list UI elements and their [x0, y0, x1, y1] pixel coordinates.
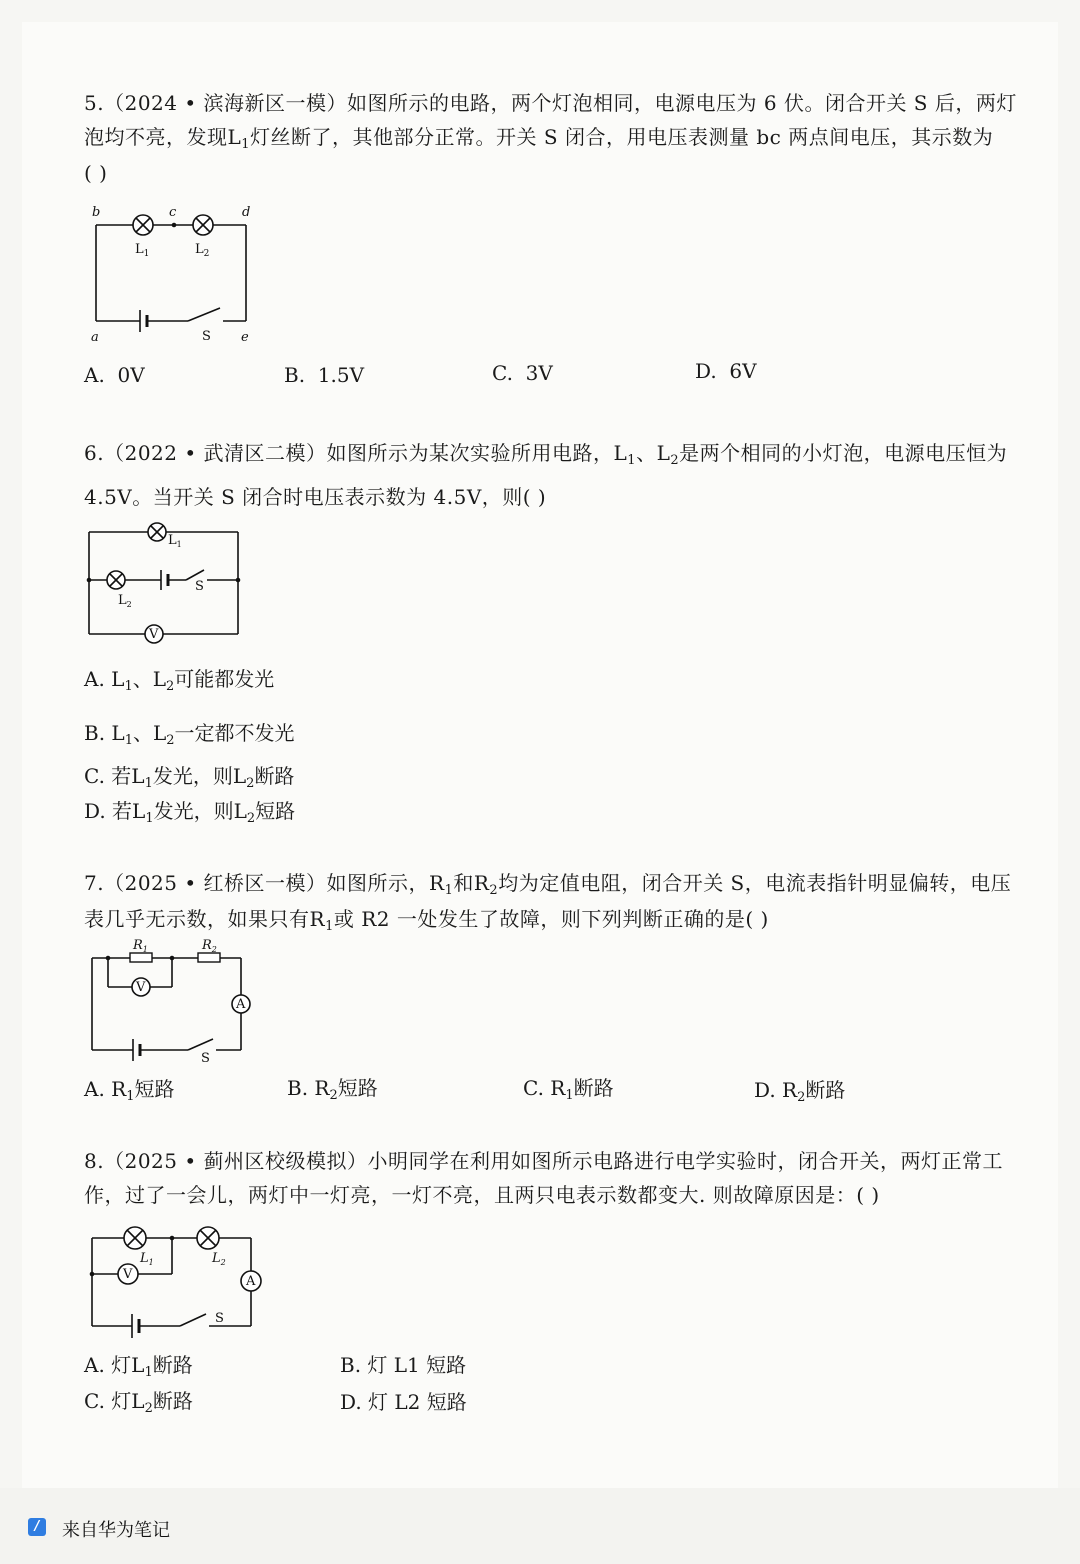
svg-text:L2: $L_2$ [212, 1251, 226, 1267]
svg-text:L2: $L_2$ [118, 593, 132, 609]
q6-option-b[interactable]: B. $L_1$、$L_2$一定都不发光 [84, 721, 295, 748]
q5-label-d: d [242, 205, 251, 220]
svg-text:S: S [195, 579, 204, 594]
q7-line1: 7.（2025 • 红桥区一模）如图所示，$R_1$和$R_2$均为定值电阻，闭合开关 S，电流表指针明显偏转，电压 [84, 871, 1012, 898]
q6-line1: 6.（2022 • 武清区二模）如图所示为某次实验所用电路，$L_1$、$L_2$是两个相同的小灯泡，电源电压恒为 [84, 441, 1008, 468]
q7-resistor-r2 [198, 953, 220, 962]
q5-label-c: c [169, 205, 177, 220]
q5-line1: 5.（2024 • 滨海新区一模）如图所示的电路，两个灯泡相同，电源电压为 6 伏。闭合开关 S 后，两灯 [84, 91, 1017, 115]
svg-text:V: V [123, 1267, 133, 1282]
q5-lamp-l2 [193, 215, 213, 235]
q8-circuit-diagram [84, 1218, 264, 1340]
q8-option-c[interactable]: C. 灯$L_2$断路 [84, 1389, 193, 1416]
q7-option-d[interactable]: D. $R_2$断路 [754, 1078, 846, 1105]
svg-text:L1: $L_1$ [140, 1251, 154, 1267]
svg-text:L1: $L_1$ [135, 242, 150, 259]
svg-text:V: V [136, 980, 146, 995]
svg-text:V: V [149, 627, 159, 642]
q7-option-b[interactable]: B. $R_2$短路 [287, 1076, 378, 1103]
footer-source-text: 来自华为笔记 [62, 1520, 170, 1541]
q5-line3: ( ) [84, 161, 108, 185]
q8-option-a[interactable]: A. 灯$L_1$断路 [84, 1353, 193, 1380]
q8-line2: 作，过了一会儿，两灯中一灯亮，一灯不亮，且两只电表示数都变大. 则故障原因是：( ) [84, 1183, 880, 1207]
svg-text:S: S [201, 1051, 210, 1066]
q8-option-b[interactable]: B. 灯 L1 短路 [340, 1353, 467, 1377]
q6-lamp-l1 [148, 523, 166, 541]
q5-circuit-diagram [80, 198, 270, 348]
q6-option-c[interactable]: C. 若$L_1$发光，则$L_2$断路 [84, 764, 295, 791]
q5-option-d[interactable]: D. 6V [695, 359, 757, 383]
svg-text:L1: $L_1$ [168, 533, 182, 549]
q8-lamp-l2 [197, 1227, 219, 1249]
q6-circuit-diagram [84, 518, 244, 648]
q6-option-a[interactable]: A. $L_1$、$L_2$可能都发光 [84, 667, 275, 694]
q5-option-c[interactable]: C. 3V [492, 361, 553, 385]
svg-text:S: S [215, 1311, 224, 1326]
svg-text:A: A [246, 1274, 256, 1289]
q8-line1: 8.（2025 • 蓟州区校级模拟）小明同学在利用如图所示电路进行电学实验时，闭合开关，两灯正常工 [84, 1149, 1004, 1173]
q6-option-d[interactable]: D. 若$L_1$发光，则$L_2$短路 [84, 799, 296, 826]
footer-bar [0, 1488, 1080, 1564]
q5-option-a[interactable]: A. 0V [84, 363, 145, 387]
svg-text:A: A [236, 997, 246, 1012]
q8-option-d[interactable]: D. 灯 L2 短路 [340, 1390, 467, 1414]
q8-lamp-l1 [124, 1227, 146, 1249]
q5-lamp-l1 [133, 215, 153, 235]
q7-resistor-r1 [130, 953, 152, 962]
q5-label-e: e [241, 330, 249, 345]
q7-option-a[interactable]: A. $R_1$短路 [84, 1077, 175, 1104]
q7-line2: 表几乎无示数，如果只有$R_1$或 R2 一处发生了故障，则下列判断正确的是( ) [84, 907, 769, 934]
svg-text:R2: $R_2$ [202, 938, 217, 954]
q6-lamp-l2 [107, 571, 125, 589]
q6-line2: 4.5V。当开关 S 闭合时电压表示数为 4.5V，则( ) [84, 485, 547, 509]
q5-label-s: S [202, 329, 211, 344]
q7-circuit-diagram [88, 936, 258, 1066]
svg-text:R1: $R_1$ [133, 938, 148, 954]
q5-label-b: b [92, 205, 101, 220]
q5-label-a: a [91, 330, 99, 345]
q7-option-c[interactable]: C. $R_1$断路 [523, 1076, 614, 1103]
svg-text:L2: $L_2$ [195, 242, 210, 259]
q5-line2: 泡均不亮，发现$L_1$灯丝断了，其他部分正常。开关 S 闭合，用电压表测量 bc 两点间电压，其示数为 [84, 125, 994, 152]
huawei-notes-icon: / [28, 1518, 46, 1536]
q5-option-b[interactable]: B. 1.5V [284, 363, 365, 387]
